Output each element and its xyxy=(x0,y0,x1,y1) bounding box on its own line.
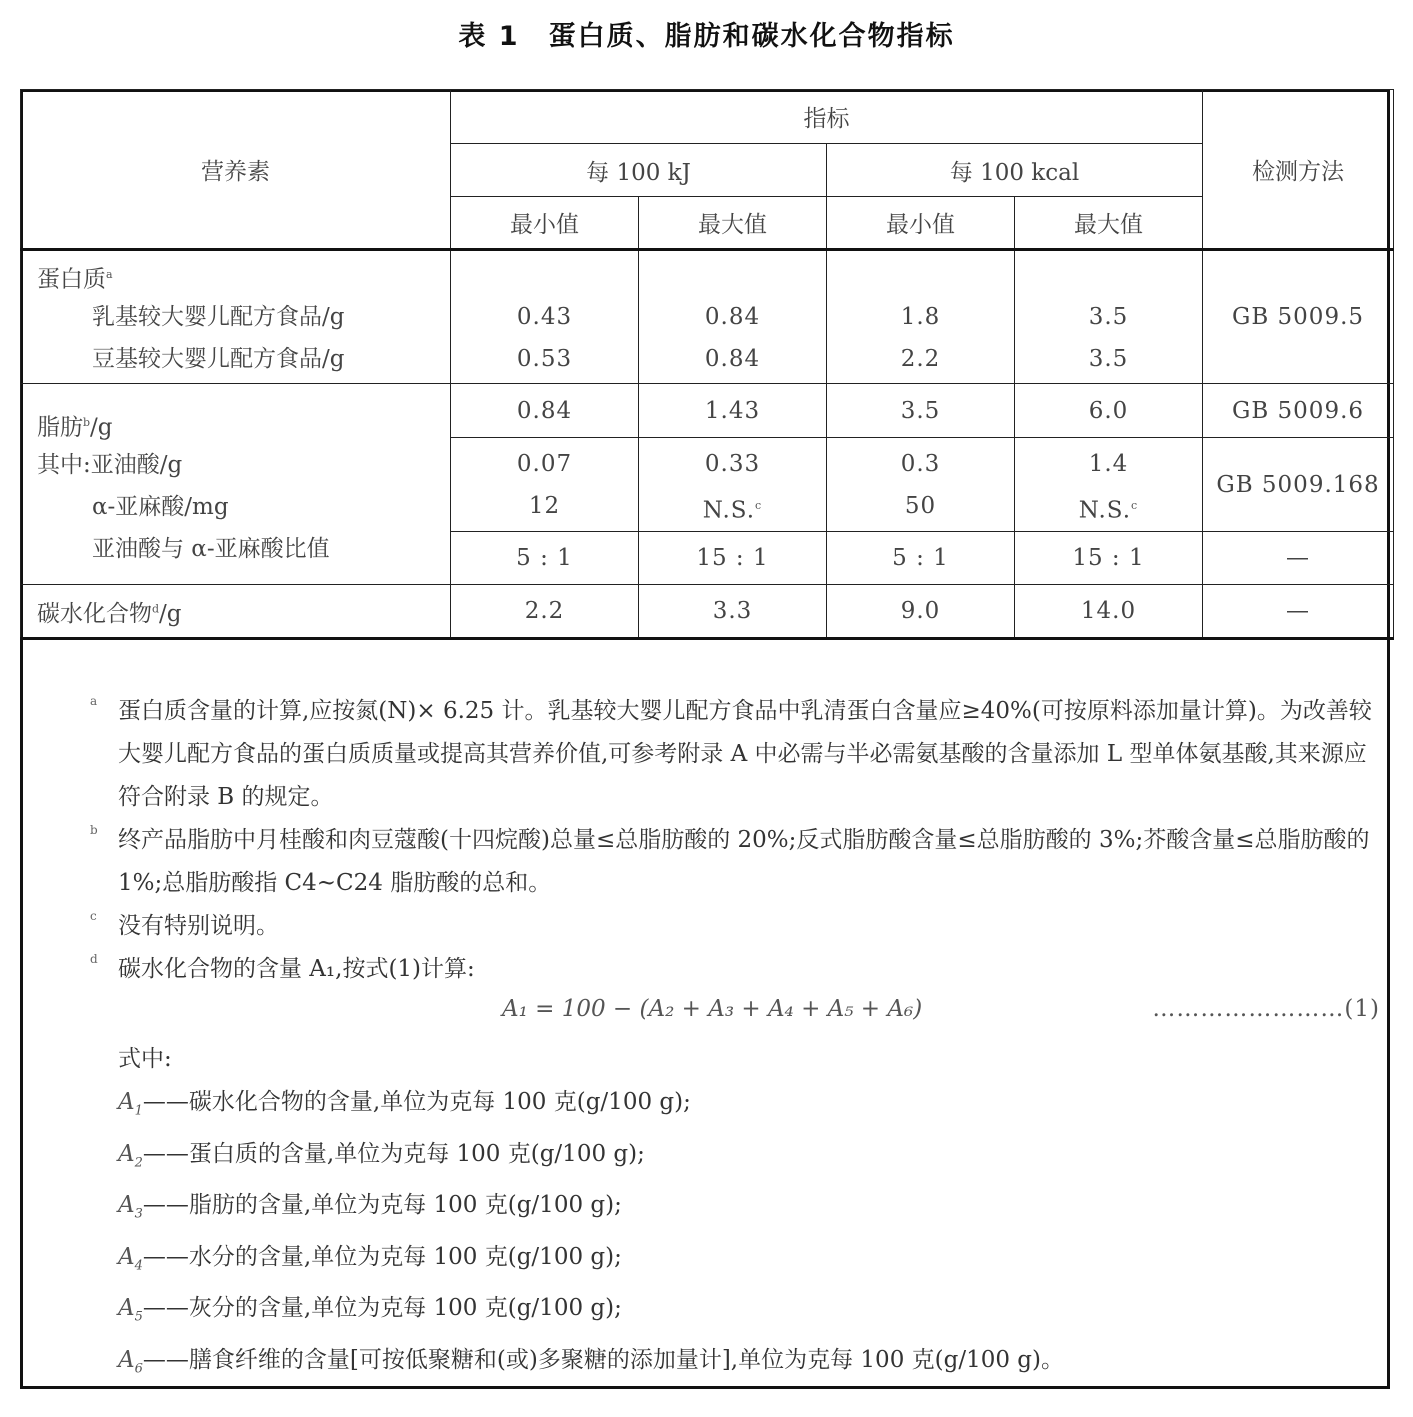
protein-kcal-min: 1.8 2.2 xyxy=(827,250,1015,384)
header-indicator: 指标 xyxy=(451,90,1203,144)
protein-label-cell xyxy=(21,250,451,384)
definition-item: $A_4——$水分的含量,单位为克每 100 克(g/100 g); xyxy=(118,1243,622,1274)
acid-method: GB 5009.168 xyxy=(1203,438,1394,532)
footnote-d-mark: d xyxy=(90,952,98,966)
footnote-b xyxy=(90,819,1380,905)
footnote-c-mark: c xyxy=(90,909,97,923)
header-method: 检测方法 xyxy=(1203,90,1394,250)
acid-kj-min: 0.07 12 xyxy=(451,438,639,532)
fat-kcal-min: 3.5 xyxy=(827,384,1015,438)
footnotes xyxy=(90,690,1380,991)
fat-label: 脂肪$^b$/g xyxy=(37,414,113,441)
header-nutrient: 营养素 xyxy=(21,90,451,250)
header-kj-min: 最小值 xyxy=(451,197,639,250)
acid-kcal-min: 0.3 50 xyxy=(827,438,1015,532)
carb-row xyxy=(21,585,1394,639)
fat-ratio-name: 亚油酸与 α-亚麻酸比值 xyxy=(92,536,330,562)
ratio-method: — xyxy=(1203,532,1394,585)
protein-row-milk-name: 乳基较大婴儿配方食品/g xyxy=(92,304,345,330)
protein-row xyxy=(21,250,1394,384)
carb-kcal-max: 14.0 xyxy=(1015,585,1203,639)
carb-kj-max: 3.3 xyxy=(639,585,827,639)
carb-kcal-min: 9.0 xyxy=(827,585,1015,639)
fat-row xyxy=(21,384,1394,438)
protein-method: GB 5009.5 xyxy=(1203,250,1394,384)
fat-method: GB 5009.6 xyxy=(1203,384,1394,438)
acid-kj-max: 0.33 N.S.$^c$ xyxy=(639,438,827,532)
ratio-kj-min: 5 : 1 xyxy=(451,532,639,585)
footnote-b-text: 终产品脂肪中月桂酸和肉豆蔻酸(十四烷酸)总量≤总脂肪酸的 20%;反式脂肪酸含量≤总脂肪酸的 3%;芥酸含量≤总脂肪酸的 1%;总脂肪酸指 C4~C24 脂肪酸的总和。 xyxy=(118,827,1370,896)
header-kcal-min: 最小值 xyxy=(827,197,1015,250)
protein-kj-min: 0.43 0.53 xyxy=(451,250,639,384)
definition-item: $A_3——$脂肪的含量,单位为克每 100 克(g/100 g); xyxy=(118,1192,622,1222)
ratio-kcal-max: 15 : 1 xyxy=(1015,532,1203,585)
footnote-b-mark: b xyxy=(90,823,98,837)
definition-item: $A_6——$膳食纤维的含量[可按低聚糖和(或)多聚糖的添加量计],单位为克每 100 克(g/100 g)。 xyxy=(118,1346,1064,1377)
footnote-a xyxy=(90,690,1380,819)
fat-label-cell xyxy=(21,384,451,585)
acid-kcal-max: 1.4 N.S.$^c$ xyxy=(1015,438,1203,532)
carb-method: — xyxy=(1203,585,1394,639)
protein-kj-max: 0.84 0.84 xyxy=(639,250,827,384)
fat-kcal-max: 6.0 xyxy=(1015,384,1203,438)
definitions xyxy=(118,1038,1064,1391)
fat-kj-min: 0.84 xyxy=(451,384,639,438)
table-title: 表 1 蛋白质、脂肪和碳水化合物指标 xyxy=(458,21,955,52)
ratio-kj-max: 15 : 1 xyxy=(639,532,827,585)
footnote-d-text: 碳水化合物的含量 A₁,按式(1)计算: xyxy=(118,956,475,982)
carb-kj-min: 2.2 xyxy=(451,585,639,639)
header-per-kj: 每 100 kJ xyxy=(451,144,827,197)
header-kcal-max: 最大值 xyxy=(1015,197,1203,250)
formula-line xyxy=(90,996,1380,1036)
definition-item: $A_5——$灰分的含量,单位为克每 100 克(g/100 g); xyxy=(118,1295,622,1325)
definition-item: $A_2——$蛋白质的含量,单位为克每 100 克(g/100 g); xyxy=(118,1140,645,1171)
formula-number: ……………………(1) xyxy=(1152,996,1380,1022)
ratio-kcal-min: 5 : 1 xyxy=(827,532,1015,585)
footnote-a-mark: a xyxy=(90,694,98,708)
definition-item: $A_1——$碳水化合物的含量,单位为克每 100 克(g/100 g); xyxy=(118,1089,691,1119)
header-per-kcal: 每 100 kcal xyxy=(827,144,1203,197)
footnote-a-text: 蛋白质含量的计算,应按氮(N)× 6.25 计。乳基较大婴儿配方食品中乳清蛋白含量应≥40%(可按原料添加量计算)。为改善较大婴儿配方食品的蛋白质质量或提高其营养价值,可参考附录 A 中必需与半必需氨基酸的含量添加 L 型单体氨基酸,其来源应符合附录 B 的规定。 xyxy=(118,698,1372,810)
fat-kj-max: 1.43 xyxy=(639,384,827,438)
protein-kcal-max: 3.5 3.5 xyxy=(1015,250,1203,384)
footnote-d xyxy=(90,948,1380,991)
carb-label: 碳水化合物$^d$/g xyxy=(21,585,451,639)
protein-label: 蛋白质$^a$ xyxy=(37,266,113,293)
formula-equation: A₁ = 100 − (A₂ + A₃ + A₄ + A₅ + A₆) xyxy=(502,996,923,1022)
protein-row-soy-name: 豆基较大婴儿配方食品/g xyxy=(92,346,345,372)
nutrient-table xyxy=(20,89,1394,640)
definitions-intro: 式中: xyxy=(118,1046,172,1072)
fat-alpha-name: α-亚麻酸/mg xyxy=(92,494,229,520)
fat-linoleic-name: 其中:亚油酸/g xyxy=(37,452,183,478)
footnote-c-text: 没有特别说明。 xyxy=(118,913,279,939)
header-kj-max: 最大值 xyxy=(639,197,827,250)
footnote-c xyxy=(90,905,1380,948)
